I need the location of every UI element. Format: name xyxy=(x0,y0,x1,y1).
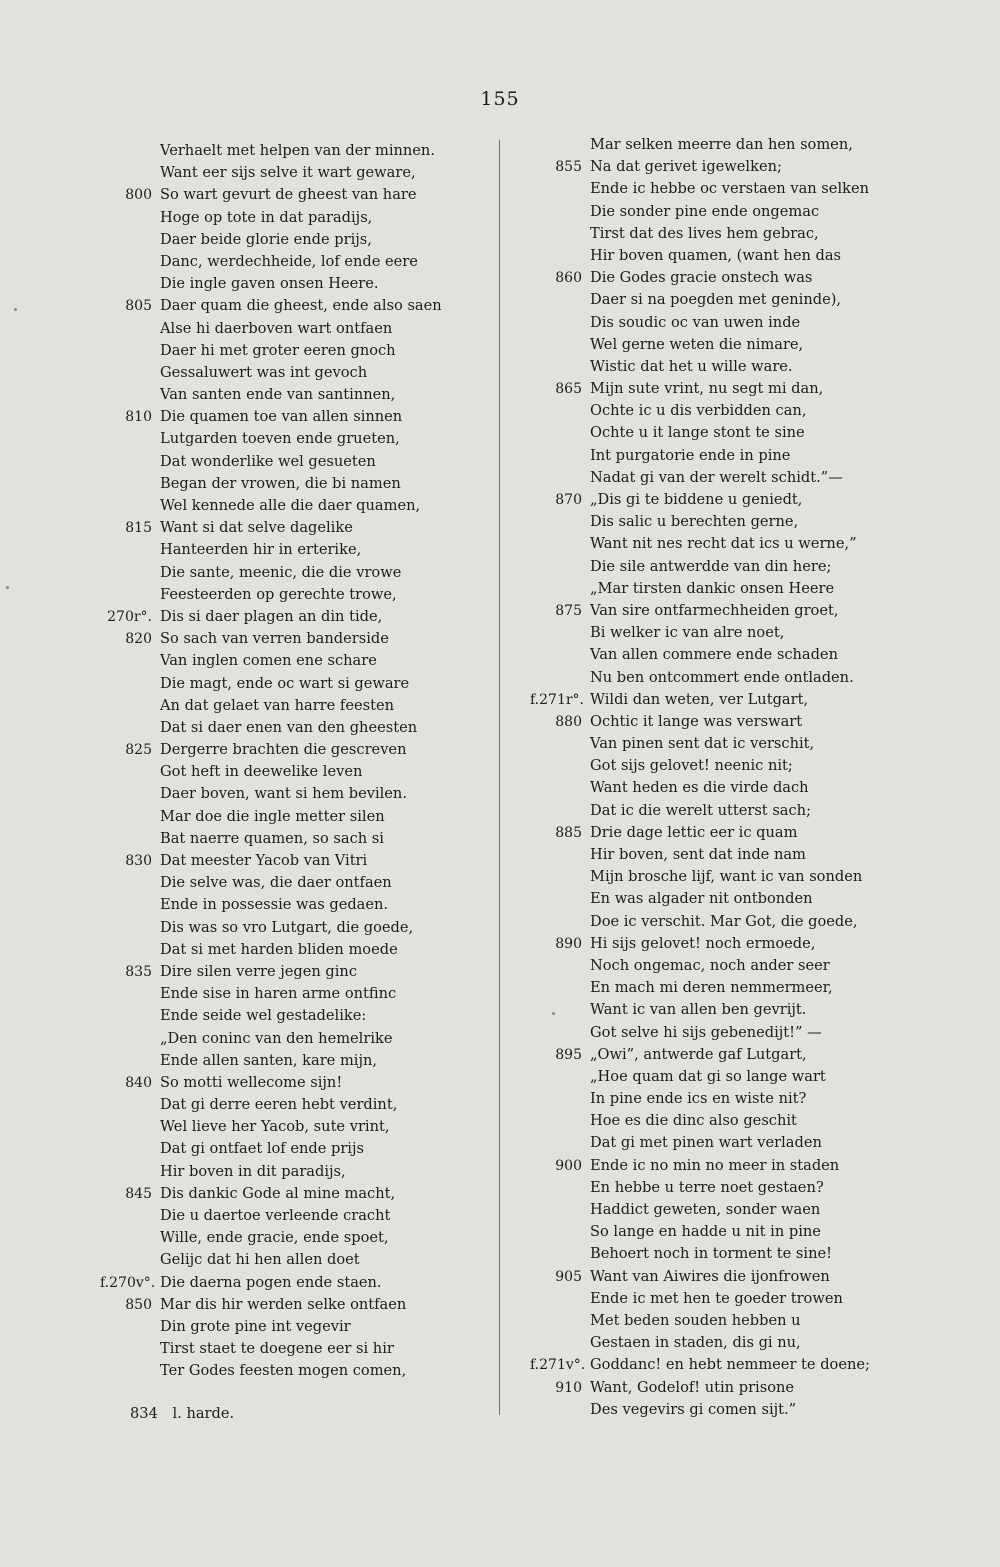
verse-text: Bi welker ic van alre noet, xyxy=(590,624,785,642)
verse-text: Ende ic hebbe oc verstaen van selken xyxy=(590,180,869,198)
verse-text: Began der vrowen, die bi namen xyxy=(160,474,401,492)
line-number: f.270v°. xyxy=(100,1274,156,1291)
verse-line xyxy=(100,1205,520,1227)
verse-text: Mar doe die ingle metter silen xyxy=(160,807,385,825)
verse-line xyxy=(530,1310,950,1332)
verse-text: Wildi dan weten, ver Lutgart, xyxy=(590,690,809,708)
verse-line xyxy=(530,1022,950,1044)
verse-line xyxy=(100,1028,520,1050)
line-number: 885 xyxy=(555,824,582,841)
verse-line xyxy=(100,295,520,317)
column-divider xyxy=(499,140,500,1415)
verse-line xyxy=(530,911,950,933)
verse-text: Die sonder pine ende ongemac xyxy=(590,202,820,220)
verse-line xyxy=(530,422,950,444)
verse-line xyxy=(100,384,520,406)
verse-line xyxy=(100,1138,520,1160)
verse-line xyxy=(100,717,520,739)
verse-line xyxy=(530,312,950,334)
paper-speck xyxy=(6,586,9,589)
verse-line xyxy=(100,251,520,273)
line-number: 860 xyxy=(555,270,582,287)
verse-line xyxy=(530,400,950,422)
verse-text: Wistic dat het u wille ware. xyxy=(590,357,793,375)
verse-line xyxy=(100,406,520,428)
verse-text: Want si dat selve dagelike xyxy=(160,519,353,537)
verse-line xyxy=(530,1266,950,1288)
verse-text: Din grote pine int vegevir xyxy=(160,1317,351,1335)
verse-line xyxy=(100,828,520,850)
verse-line xyxy=(100,761,520,783)
verse-line xyxy=(100,1360,520,1382)
verse-text: Van inglen comen ene schare xyxy=(160,652,377,670)
verse-line xyxy=(530,1155,950,1177)
verse-text: Doe ic verschit. Mar Got, die goede, xyxy=(590,912,858,930)
verse-line xyxy=(100,1050,520,1072)
verse-line xyxy=(100,273,520,295)
verse-line xyxy=(100,673,520,695)
verse-text: Ende allen santen, kare mijn, xyxy=(160,1051,378,1069)
verse-text: Nu ben ontcommert ende ontladen. xyxy=(590,668,854,686)
verse-line xyxy=(530,1243,950,1265)
verse-text: Die selve was, die daer ontfaen xyxy=(160,874,392,892)
verse-text: Gelijc dat hi hen allen doet xyxy=(160,1251,360,1269)
line-number: f.271r°. xyxy=(530,691,584,708)
verse-line xyxy=(530,933,950,955)
verse-text: Verhaelt met helpen van der minnen. xyxy=(160,142,435,159)
verse-line xyxy=(100,850,520,872)
verse-text: So motti wellecome sijn! xyxy=(160,1073,343,1091)
verse-line xyxy=(100,695,520,717)
verse-line xyxy=(100,318,520,340)
verse-line xyxy=(530,1288,950,1310)
line-number: 875 xyxy=(555,602,582,619)
verse-line xyxy=(530,334,950,356)
line-number: 900 xyxy=(555,1157,582,1174)
verse-text: Bat naerre quamen, so sach si xyxy=(160,829,384,847)
verse-line xyxy=(100,229,520,251)
verse-text: Mijn brosche lijf, want ic van sonden xyxy=(590,868,863,886)
verse-line xyxy=(530,733,950,755)
verse-line xyxy=(530,533,950,555)
verse-line xyxy=(530,1332,950,1354)
verse-text: „Dis gi te biddene u geniedt, xyxy=(590,491,803,508)
verse-line xyxy=(100,1072,520,1094)
verse-text: Ochtic it lange was verswart xyxy=(590,712,803,730)
verse-text: Hir boven in dit paradijs, xyxy=(160,1162,346,1180)
verse-text: Die u daertoe verleende cracht xyxy=(160,1207,391,1224)
verse-text: Want, Godelof! utin prisone xyxy=(590,1378,795,1396)
line-number: 815 xyxy=(125,520,152,537)
verse-text: Int purgatorie ende in pine xyxy=(590,446,791,464)
verse-text: So sach van verren banderside xyxy=(160,630,389,648)
verse-text: Dat gi derre eeren hebt verdint, xyxy=(160,1096,398,1114)
verse-line xyxy=(100,917,520,939)
left-column xyxy=(100,140,520,1383)
line-number: 825 xyxy=(125,742,152,759)
page-number: 155 xyxy=(480,88,520,110)
verse-line xyxy=(530,156,950,178)
verse-text: Mar dis hir werden selke ontfaen xyxy=(160,1295,407,1313)
verse-text: Ochte u it lange stont te sine xyxy=(590,424,805,442)
verse-line xyxy=(100,584,520,606)
verse-line xyxy=(530,622,950,644)
verse-line xyxy=(100,1316,520,1338)
verse-text: Dergerre brachten die gescreven xyxy=(160,741,407,759)
verse-text: „Hoe quam dat gi so lange wart xyxy=(590,1067,826,1085)
verse-line xyxy=(100,872,520,894)
verse-text: Hir boven quamen, (want hen das xyxy=(590,246,842,264)
verse-text: En was algader nit ontbonden xyxy=(590,890,813,908)
verse-text: Want van Aiwires die ijonfrowen xyxy=(590,1267,830,1285)
verse-text: Hoe es die dinc also geschit xyxy=(590,1112,797,1130)
verse-line xyxy=(530,822,950,844)
verse-line xyxy=(530,356,950,378)
verse-text: Dat gi met pinen wart verladen xyxy=(590,1134,822,1152)
verse-text: So lange en hadde u nit in pine xyxy=(590,1223,821,1241)
verse-text: Dat wonderlike wel gesueten xyxy=(160,452,376,470)
verse-text: In pine ende ics en wiste nit? xyxy=(590,1090,807,1108)
verse-line xyxy=(100,562,520,584)
verse-line xyxy=(530,1399,950,1421)
verse-text: Nadat gi van der werelt schidt.”— xyxy=(590,468,843,486)
verse-text: Wel lieve her Yacob, sute vrint, xyxy=(160,1118,390,1136)
verse-text: Met beden souden hebben u xyxy=(590,1311,801,1329)
verse-line xyxy=(100,1094,520,1116)
verse-text: Alse hi daerboven wart ontfaen xyxy=(160,319,393,337)
verse-line xyxy=(100,1249,520,1271)
verse-text: Dire silen verre jegen ginc xyxy=(160,962,357,980)
verse-text: Dat ic die werelt utterst sach; xyxy=(590,801,811,819)
verse-line xyxy=(530,378,950,400)
verse-line xyxy=(530,245,950,267)
verse-line xyxy=(530,844,950,866)
line-number: 870 xyxy=(555,492,582,508)
verse-text: Die quamen toe van allen sinnen xyxy=(160,408,403,426)
verse-line xyxy=(530,711,950,733)
verse-line xyxy=(100,495,520,517)
verse-line xyxy=(100,539,520,561)
verse-line xyxy=(530,755,950,777)
verse-text: En mach mi deren nemmermeer, xyxy=(590,979,833,997)
verse-line xyxy=(530,178,950,200)
verse-line xyxy=(100,783,520,805)
verse-text: Dis salic u berechten gerne, xyxy=(590,513,799,531)
verse-line xyxy=(530,511,950,533)
verse-text: „Owi”, antwerde gaf Lutgart, xyxy=(590,1045,807,1063)
verse-text: Ter Godes feesten mogen comen, xyxy=(160,1362,407,1380)
verse-text: Daer beide glorie ende prijs, xyxy=(160,230,372,248)
line-number: 905 xyxy=(555,1268,582,1285)
verse-text: Want eer sijs selve it wart geware, xyxy=(160,164,416,182)
verse-text: Ende ic met hen te goeder trowen xyxy=(590,1289,843,1307)
line-number: 895 xyxy=(555,1046,582,1063)
verse-text: Haddict geweten, sonder waen xyxy=(590,1201,821,1218)
verse-line xyxy=(100,1183,520,1205)
verse-line xyxy=(100,517,520,539)
verse-text: Die sile antwerdde van din here; xyxy=(590,557,832,575)
verse-line xyxy=(100,806,520,828)
verse-text: Dat si met harden bliden moede xyxy=(160,940,398,958)
verse-line xyxy=(100,1116,520,1138)
verse-line xyxy=(100,894,520,916)
verse-line xyxy=(530,689,950,711)
verse-line xyxy=(530,1377,950,1399)
verse-text: Gestaen in staden, dis gi nu, xyxy=(590,1334,801,1352)
verse-text: Want nit nes recht dat ics u werne,” xyxy=(590,535,857,553)
verse-line xyxy=(530,600,950,622)
verse-line xyxy=(100,1227,520,1249)
verse-text: Hi sijs gelovet! noch ermoede, xyxy=(590,934,816,952)
verse-text: Noch ongemac, noch ander seer xyxy=(590,956,830,974)
verse-text: Mar selken meerre dan hen somen, xyxy=(590,136,853,153)
verse-text: Tirst dat des lives hem gebrac, xyxy=(590,224,819,242)
verse-text: Des vegevirs gi comen sijt.” xyxy=(590,1400,797,1418)
line-number: 840 xyxy=(125,1074,152,1091)
verse-line xyxy=(530,977,950,999)
verse-text: Gessaluwert was int gevoch xyxy=(160,363,368,381)
verse-text: Behoert noch in torment te sine! xyxy=(590,1245,832,1263)
verse-text: Hanteerden hir in erterike, xyxy=(160,541,362,559)
line-number: 890 xyxy=(555,935,582,952)
right-column xyxy=(530,134,950,1421)
footnote-reference: 834 xyxy=(130,1405,158,1422)
verse-line xyxy=(530,1354,950,1376)
verse-text: Dis was so vro Lutgart, die goede, xyxy=(160,918,414,936)
verse-text: Die daerna pogen ende staen. xyxy=(160,1273,382,1291)
line-number: 910 xyxy=(555,1379,582,1396)
paper-speck xyxy=(14,308,17,311)
verse-text: Van santen ende van santinnen, xyxy=(160,386,396,404)
line-number: 845 xyxy=(125,1185,152,1202)
verse-line xyxy=(100,983,520,1005)
verse-text: So wart gevurt de gheest van hare xyxy=(160,186,417,204)
verse-line xyxy=(530,644,950,666)
verse-line xyxy=(100,650,520,672)
verse-text: Got selve hi sijs gebenedijt!” — xyxy=(590,1023,822,1041)
verse-text: Dat si daer enen van den gheesten xyxy=(160,718,418,736)
verse-line xyxy=(530,556,950,578)
verse-line xyxy=(530,134,950,156)
verse-line xyxy=(530,267,950,289)
verse-line xyxy=(530,955,950,977)
verse-text: Drie dage lettic eer ic quam xyxy=(590,823,798,841)
paper-speck xyxy=(552,1012,555,1015)
verse-text: Lutgarden toeven ende grueten, xyxy=(160,430,400,448)
line-number: 810 xyxy=(125,409,152,426)
verse-text: Danc, werdechheide, lof ende eere xyxy=(160,252,418,270)
verse-line xyxy=(100,939,520,961)
verse-line xyxy=(530,1066,950,1088)
verse-text: Tirst staet te doegene eer si hir xyxy=(160,1340,394,1358)
verse-text: Die Godes gracie onstech was xyxy=(590,269,813,287)
verse-text: Van allen commere ende schaden xyxy=(590,646,838,664)
verse-text: Feesteerden op gerechte trowe, xyxy=(160,585,397,603)
verse-line xyxy=(100,1294,520,1316)
verse-line xyxy=(100,362,520,384)
verse-line xyxy=(100,473,520,495)
footnote-text: l. harde. xyxy=(172,1405,235,1422)
line-number: 865 xyxy=(555,381,582,398)
verse-text: Mijn sute vrint, nu segt mi dan, xyxy=(590,380,824,398)
verse-text: Daer quam die gheest, ende also saen xyxy=(160,297,442,315)
verse-line xyxy=(100,739,520,761)
verse-line xyxy=(530,223,950,245)
verse-line xyxy=(100,451,520,473)
verse-text: Ende ic no min no meer in staden xyxy=(590,1156,840,1174)
verse-line xyxy=(530,800,950,822)
verse-line xyxy=(530,1110,950,1132)
verse-line xyxy=(530,1132,950,1154)
verse-line xyxy=(530,467,950,489)
verse-text: En hebbe u terre noet gestaen? xyxy=(590,1178,824,1196)
line-number: f.271v°. xyxy=(530,1357,586,1374)
verse-text: Van sire ontfarmechheiden groet, xyxy=(590,601,839,619)
verse-text: Dis si daer plagen an din tide, xyxy=(160,607,383,625)
verse-text: Die sante, meenic, die die vrowe xyxy=(160,563,402,581)
verse-line xyxy=(100,606,520,628)
verse-text: Daer si na poegden met geninde), xyxy=(590,291,842,309)
verse-text: Dis dankic Gode al mine macht, xyxy=(160,1184,396,1202)
verse-text: Wille, ende gracie, ende spoet, xyxy=(160,1229,389,1247)
verse-text: Wel gerne weten die nimare, xyxy=(590,335,804,353)
verse-line xyxy=(100,140,520,162)
verse-line xyxy=(100,1005,520,1027)
verse-text: Daer hi met groter eeren gnoch xyxy=(160,341,396,359)
verse-text: An dat gelaet van harre feesten xyxy=(160,696,394,714)
verse-line xyxy=(530,1044,950,1066)
verse-line xyxy=(100,162,520,184)
verse-line xyxy=(100,184,520,206)
verse-text: Die ingle gaven onsen Heere. xyxy=(160,275,379,293)
verse-text: Dis soudic oc van uwen inde xyxy=(590,313,801,331)
verse-line xyxy=(530,289,950,311)
line-number: 880 xyxy=(555,713,582,730)
verse-text: Die magt, ende oc wart si geware xyxy=(160,674,410,692)
verse-text: Ende sise in haren arme ontfinc xyxy=(160,985,397,1003)
line-number: 830 xyxy=(125,853,152,869)
verse-line xyxy=(530,1221,950,1243)
verse-text: Na dat gerivet igewelken; xyxy=(590,158,782,176)
verse-line xyxy=(100,628,520,650)
verse-line xyxy=(530,1199,950,1221)
verse-line xyxy=(530,445,950,467)
verse-text: Wel kennede alle die daer quamen, xyxy=(160,497,421,514)
line-number: 805 xyxy=(125,298,152,315)
verse-text: Want ic van allen ben gevrijt. xyxy=(590,1001,807,1019)
verse-text: Dat gi ontfaet lof ende prijs xyxy=(160,1140,364,1158)
verse-line xyxy=(530,1088,950,1110)
verse-line xyxy=(100,1161,520,1183)
verse-line xyxy=(100,1338,520,1360)
verse-line xyxy=(100,340,520,362)
verse-line xyxy=(100,1272,520,1294)
verse-text: Daer boven, want si hem bevilen. xyxy=(160,785,407,803)
verse-text: Ende seide wel gestadelike: xyxy=(160,1007,367,1025)
verse-text: Want heden es die virde dach xyxy=(590,779,809,797)
verse-text: Hir boven, sent dat inde nam xyxy=(590,846,806,863)
line-number: 800 xyxy=(125,187,152,204)
line-number: 270r°. xyxy=(107,608,152,625)
verse-line xyxy=(100,961,520,983)
line-number: 820 xyxy=(125,631,152,648)
verse-line xyxy=(530,888,950,910)
verse-text: „Mar tirsten dankic onsen Heere xyxy=(590,579,835,597)
verse-text: Got sijs gelovet! neenic nit; xyxy=(590,757,793,775)
line-number: 855 xyxy=(555,159,582,176)
verse-text: Hoge op tote in dat paradijs, xyxy=(160,208,373,226)
verse-line xyxy=(530,201,950,223)
verse-line xyxy=(530,1177,950,1199)
verse-line xyxy=(530,777,950,799)
verse-line xyxy=(100,428,520,450)
footnote xyxy=(130,1405,234,1422)
verse-text: Ende in possessie was gedaen. xyxy=(160,896,389,914)
verse-line xyxy=(530,999,950,1021)
verse-line xyxy=(530,667,950,689)
verse-text: Dat meester Yacob van Vitri xyxy=(160,852,368,869)
verse-line xyxy=(530,866,950,888)
line-number: 835 xyxy=(125,963,152,980)
line-number: 850 xyxy=(125,1296,152,1313)
verse-text: Van pinen sent dat ic verschit, xyxy=(590,735,815,753)
verse-text: Ochte ic u dis verbidden can, xyxy=(590,402,807,420)
verse-text: „Den coninc van den hemelrike xyxy=(160,1029,393,1047)
verse-text: Goddanc! en hebt nemmeer te doene; xyxy=(590,1356,870,1374)
verse-line xyxy=(530,578,950,600)
verse-line xyxy=(530,489,950,511)
verse-line xyxy=(100,207,520,229)
verse-text: Got heft in deewelike leven xyxy=(160,763,363,781)
